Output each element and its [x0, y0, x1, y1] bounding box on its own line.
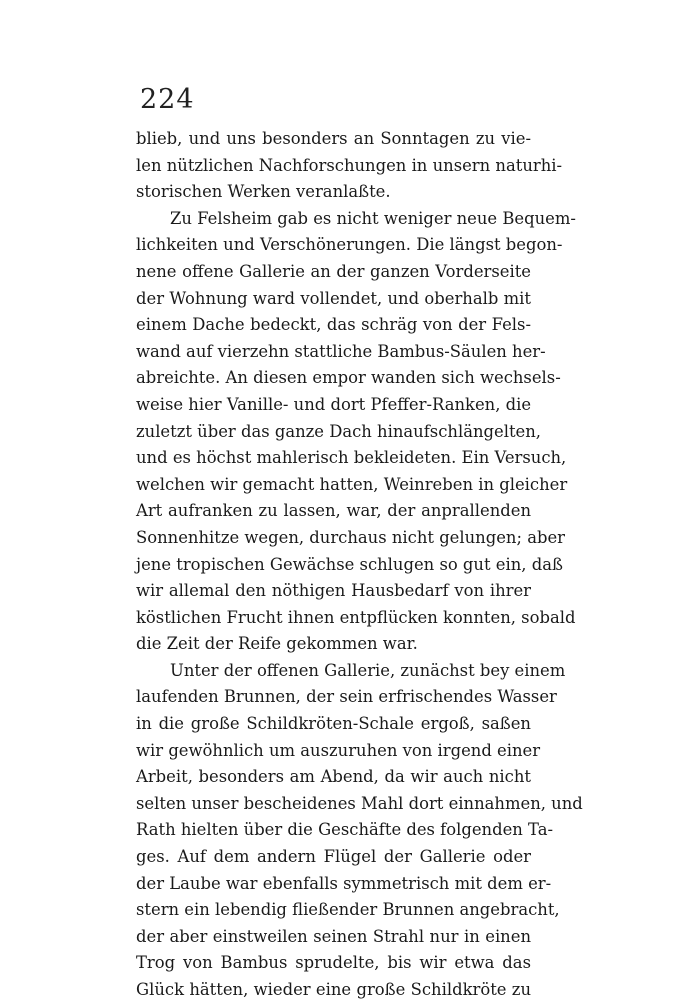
- text-line: stern ein lebendig fließender Brunnen angebracht,: [136, 900, 560, 920]
- text-line: selten unser bescheidenes Mahl dort einnahmen, und: [136, 793, 583, 813]
- page-number: 224: [140, 84, 195, 115]
- text-line: wand auf vierzehn stattliche Bambus-Säulen her-: [136, 341, 546, 361]
- text-line: Sonnenhitze wegen, durchaus nicht gelungen; aber: [136, 527, 566, 547]
- text-line: Unter der offenen Gallerie, zunächst bey einem: [170, 660, 566, 680]
- text-line: und es höchst mahlerisch bekleideten. Ein Versuch,: [136, 448, 567, 468]
- text-line: lichkeiten und Verschönerungen. Die längst begon-: [136, 235, 563, 255]
- text-line: wir allemal den nöthigen Hausbedarf von ihrer: [136, 581, 531, 601]
- text-line: welchen wir gemacht hatten, Weinreben in gleicher: [136, 474, 568, 494]
- text-line: Arbeit, besonders am Abend, da wir auch nicht: [136, 767, 531, 787]
- text-line: der Wohnung ward vollendet, und oberhalb mit: [136, 288, 531, 308]
- text-line: der aber einstweilen seinen Strahl nur in einen: [136, 926, 531, 946]
- text-line: len nützlichen Nachforschungen in unsern naturhi-: [136, 155, 563, 175]
- text-line: wir gewöhnlich um auszuruhen von irgend einer: [136, 740, 541, 760]
- text-line: blieb, und uns besonders an Sonntagen zu vie-: [136, 129, 531, 148]
- text-line: storischen Werken veranlaßte.: [136, 182, 391, 202]
- text-line: die Zeit der Reife gekommen war.: [136, 634, 418, 654]
- text-line: köstlichen Frucht ihnen entpflücken konnten, sobald: [136, 607, 576, 627]
- text-line: Glück hätten, wieder eine große Schildkröte zu: [136, 980, 531, 999]
- text-line: der Laube war ebenfalls symmetrisch mit dem er-: [136, 873, 552, 893]
- body-text: [136, 126, 583, 1004]
- text-line: laufenden Brunnen, der sein erfrischendes Wasser: [136, 687, 557, 707]
- text-line: nene offene Gallerie an der ganzen Vorderseite: [136, 261, 531, 281]
- text-line: zuletzt über das ganze Dach hinaufschlängelten,: [136, 421, 542, 441]
- text-line: jene tropischen Gewächse schlugen so gut ein, daß: [136, 554, 563, 574]
- text-line: Art aufranken zu lassen, war, der anprallenden: [136, 501, 531, 521]
- text-line: ges. Auf dem andern Flügel der Gallerie oder: [136, 847, 531, 867]
- text-line: abreichte. An diesen empor wanden sich wechsels-: [136, 368, 561, 388]
- text-line: weise hier Vanille- und dort Pfeffer-Ranken, die: [136, 394, 532, 414]
- text-line: einem Dache bedeckt, das schräg von der Fels-: [136, 315, 531, 335]
- text-line: Zu Felsheim gab es nicht weniger neue Bequem-: [170, 208, 576, 228]
- text-line: Rath hielten über die Geschäfte des folgenden Ta-: [136, 820, 554, 840]
- text-line: Trog von Bambus sprudelte, bis wir etwa das: [136, 953, 531, 973]
- text-line: in die große Schildkröten-Schale ergoß, saßen: [136, 714, 531, 734]
